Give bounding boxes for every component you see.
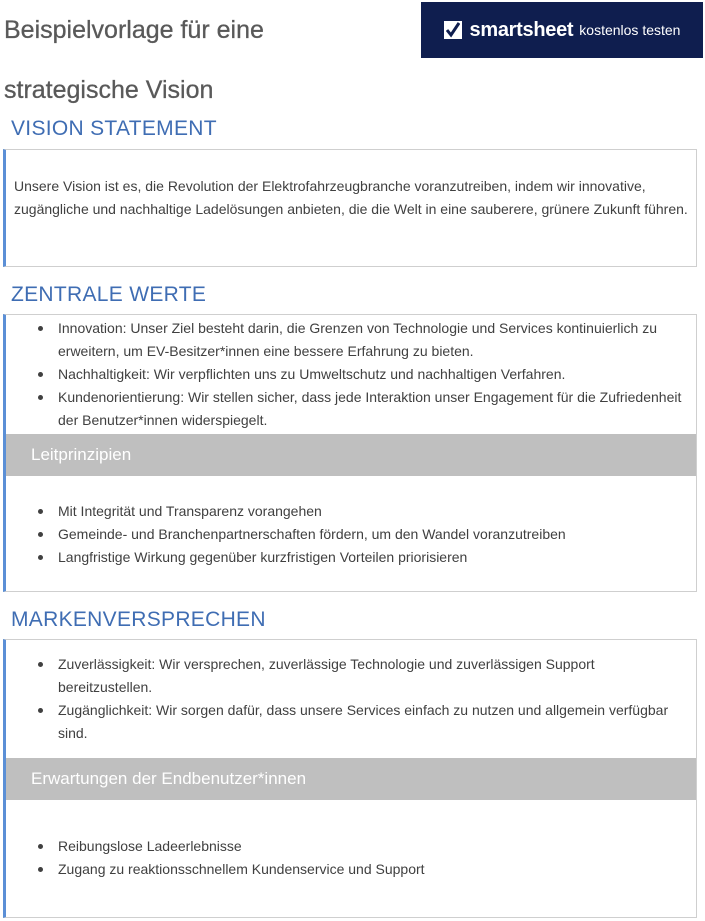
list-item: Langfristige Wirkung gegenüber kurzfristigen Vorteilen priorisieren [6,546,696,569]
expectations-subheading: Erwartungen der Endbenutzer*innen [6,758,696,800]
promise-list [6,653,696,745]
list-item: Zuverlässigkeit: Wir versprechen, zuverlässige Technologie und zuverlässigen Support bereitzustellen. [6,653,696,699]
promise-heading: MARKENVERSPRECHEN [11,608,266,631]
page-title [4,0,404,120]
page-title-line-2: strategische Vision [4,76,214,104]
principles-list [6,500,696,569]
page-title-line-1: Beispielvorlage für eine [4,16,264,44]
list-item: Zugänglichkeit: Wir sorgen dafür, dass unsere Services einfach zu nutzen und allgemein verfügbar sind. [6,699,696,745]
vision-box [3,149,697,267]
promise-box [3,639,697,918]
vision-heading: VISION STATEMENT [11,117,217,140]
list-item: Gemeinde- und Branchenpartnerschaften fördern, um den Wandel voranzutreiben [6,523,696,546]
list-item: Reibungslose Ladeerlebnisse [6,835,696,858]
list-item: Innovation: Unser Ziel besteht darin, die Grenzen von Technologie und Services kontinuierlich zu erweitern, um EV-Besitzer*innen eine bessere Erfahrung zu bieten. [6,317,696,363]
values-list [6,317,696,432]
list-item: Nachhaltigkeit: Wir verpflichten uns zu Umweltschutz und nachhaltigen Verfahren. [6,363,696,386]
list-item: Kundenorientierung: Wir stellen sicher, dass jede Interaktion unser Engagement für die Zufriedenheit der Benutzer*innen widerspiegelt. [6,386,696,432]
vision-text: Unsere Vision ist es, die Revolution der Elektrofahrzeugbranche voranzutreiben, indem wir innovative, zugängliche und nachhaltige Ladelösungen anbieten, die die Welt in eine sauberere, grünere Zukunft führen. [14,178,688,217]
list-item: Mit Integrität und Transparenz vorangehen [6,500,696,523]
expectations-list [6,835,696,881]
principles-subheading: Leitprinzipien [6,434,696,476]
banner-cta: kostenlos testen [579,22,681,38]
values-heading: ZENTRALE WERTE [11,283,207,306]
list-item: Zugang zu reaktionsschnellem Kundenservice und Support [6,858,696,881]
check-icon [444,21,462,39]
banner-brand: smartsheet [469,18,574,41]
values-box [3,314,697,592]
smartsheet-trial-banner[interactable] [421,2,703,58]
